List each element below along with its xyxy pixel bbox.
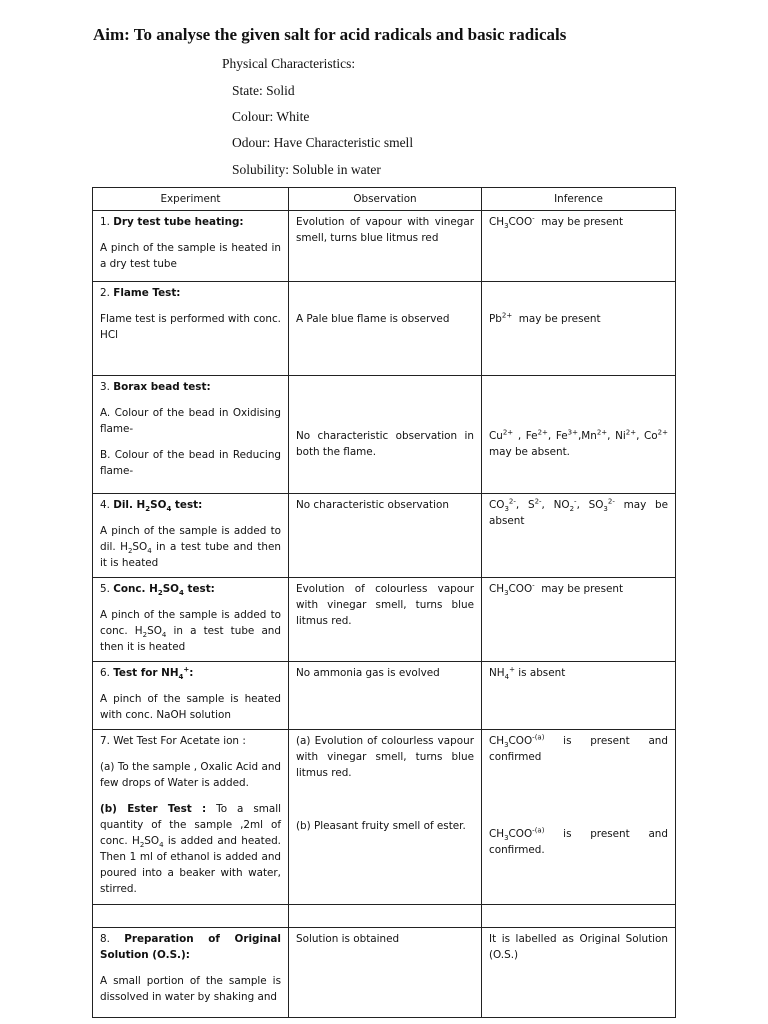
table-row (93, 494, 676, 578)
experiment-cell: 4. Dil. $H_2SO_4$ test: A pinch of the sample is added to dil. $H_2SO_4$ in a test tube and then it is heated (93, 494, 289, 578)
analysis-table (92, 187, 676, 1018)
observation-cell: No characteristic observation in both the flame. (289, 376, 482, 494)
observation-cell: No characteristic observation (289, 494, 482, 578)
inference-cell: It is labelled as Original Solution (O.S.) (482, 928, 676, 1018)
observation-cell: (a) Evolution of colourless vapour with vinegar smell, turns blue litmus red. (b) Pleasant fruity smell of ester. (289, 730, 482, 905)
table-row (93, 282, 676, 376)
header-inference: Inference (482, 188, 676, 211)
table-row (93, 905, 676, 928)
experiment-cell: 2. Flame Test: Flame test is performed with conc. HCl (93, 282, 289, 376)
experiment-cell: 7. Wet Test For Acetate ion : (a) To the sample , Oxalic Acid and few drops of Water is added. (b) Ester Test : To a small quantity of the sample ,2ml of conc. $H_2SO_4$ is added and heated. Then 1 ml of ethanol is added and poured into a beaker with water, stirred. (93, 730, 289, 905)
observation-cell: Evolution of colourless vapour with vinegar smell, turns blue litmus red. (289, 578, 482, 662)
experiment-cell: 5. Conc. $H_2SO_4$ test: A pinch of the sample is added to conc. $H_2SO_4$ in a test tube and then it is heated (93, 578, 289, 662)
inference-cell: $NH_4^+$ is absent (482, 662, 676, 730)
table-row (93, 211, 676, 282)
observation-cell: A Pale blue flame is observed (289, 282, 482, 376)
table-row (93, 578, 676, 662)
inference-cell: $Pb^{2+}$ may be present (482, 282, 676, 376)
physical-heading: Physical Characteristics: (222, 56, 356, 71)
table-row (93, 662, 676, 730)
observation-cell: Evolution of vapour with vinegar smell, turns blue litmus red (289, 211, 482, 282)
inference-cell: $CH_3COO^-$ may be present (482, 211, 676, 282)
observation-cell: No ammonia gas is evolved (289, 662, 482, 730)
page-title: Aim: To analyse the given salt for acid radicals and basic radicals (93, 25, 567, 44)
table-row (93, 928, 676, 1018)
experiment-cell: 1. Dry test tube heating: A pinch of the sample is heated in a dry test tube (93, 211, 289, 282)
experiment-cell (93, 905, 289, 928)
experiment-cell: 3. Borax bead test: A. Colour of the bead in Oxidising flame- B. Colour of the bead in Reducing flame- (93, 376, 289, 494)
table-row (93, 730, 676, 905)
header-experiment: Experiment (93, 188, 289, 211)
experiment-cell: 6. Test for $NH_4^+$: A pinch of the sample is heated with conc. NaOH solution (93, 662, 289, 730)
table-header-row (93, 188, 676, 211)
inference-cell: $CH_3COO^-$ may be present (482, 578, 676, 662)
state-line: State: Solid (232, 83, 295, 98)
colour-line: Colour: White (232, 109, 310, 124)
experiment-cell: 8. Preparation of Original Solution (O.S.): A small portion of the sample is dissolved in water by shaking and (93, 928, 289, 1018)
inference-cell: $CH_3COO^{-(a)}$ is present and confirmed $CH_3COO^{-(a)}$ is present and confirmed. (482, 730, 676, 905)
table-row (93, 376, 676, 494)
inference-cell: $Cu^{2+}$ , $Fe^{2+}$, $Fe^{3+},Mn^{2+}$, $Ni^{2+}$, $Co^{2+}$ may be absent. (482, 376, 676, 494)
observation-cell: Solution is obtained (289, 928, 482, 1018)
solubility-line: Solubility: Soluble in water (232, 162, 381, 177)
observation-cell (289, 905, 482, 928)
inference-cell: $CO_3^{2-}$, $S^{2-}$, $NO_2^-$, $SO_3^{2-}$ may be absent (482, 494, 676, 578)
inference-cell (482, 905, 676, 928)
header-observation: Observation (289, 188, 482, 211)
odour-line: Odour: Have Characteristic smell (232, 135, 414, 150)
